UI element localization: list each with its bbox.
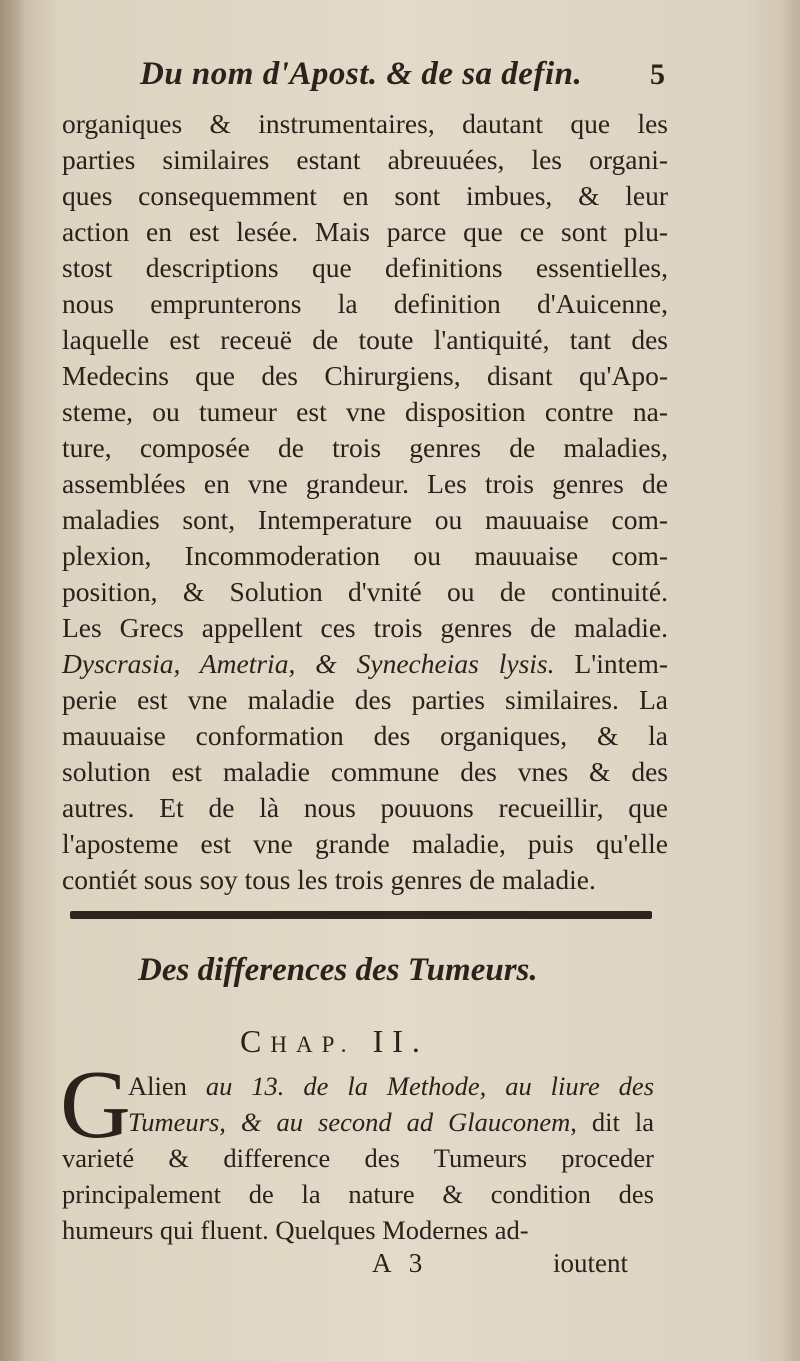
text-line	[62, 430, 668, 466]
section-divider-rule	[70, 911, 652, 919]
text-run: ques consequemment en sont imbues, & leur	[62, 180, 668, 211]
text-line	[62, 142, 668, 178]
text-run: position, & Solution d'vnité ou de continuité.	[62, 576, 668, 607]
text-line	[62, 1068, 654, 1104]
section-title: Des differences des Tumeurs.	[138, 952, 538, 988]
text-run: , dit la	[570, 1107, 654, 1137]
text-run: plexion, Incommoderation ou mauuaise com-	[62, 540, 668, 571]
text-run: ture, composée de trois genres de maladies,	[62, 432, 668, 463]
drop-cap: G	[60, 1051, 131, 1159]
text-run: solution est maladie commune des vnes & des	[62, 756, 668, 787]
text-run: mauuaise conformation des organiques, & la	[62, 720, 668, 751]
text-run: assemblées en vne grandeur. Les trois genres de	[62, 468, 668, 499]
text-run: l'aposteme est vne grande maladie, puis qu'elle	[62, 828, 668, 859]
text-line	[62, 718, 668, 754]
text-line	[62, 682, 668, 718]
text-line	[62, 214, 668, 250]
chapter-number: II.	[372, 1023, 429, 1059]
text-run: stost descriptions que definitions essentielles,	[62, 252, 668, 283]
text-run: L'intem-	[554, 648, 668, 679]
text-line	[62, 1140, 654, 1176]
signature-mark: A 3	[372, 1248, 429, 1278]
page-number: 5	[650, 58, 665, 91]
italic-text: Dyscrasia, Ametria, & Synecheias lysis.	[62, 648, 555, 679]
text-line	[62, 1212, 654, 1248]
text-line	[62, 466, 668, 502]
italic-text: Tumeurs, & au second ad Glauconem	[128, 1107, 571, 1137]
text-line	[62, 754, 668, 790]
text-line	[62, 826, 668, 862]
text-run: organiques & instrumentaires, dautant que les	[62, 108, 668, 139]
text-run: humeurs qui fluent. Quelques Modernes ad-	[62, 1215, 529, 1245]
text-run: maladies sont, Intemperature ou mauuaise com-	[62, 504, 668, 535]
text-line	[62, 646, 668, 682]
text-line	[62, 250, 668, 286]
text-run: laquelle est receuë de toute l'antiquité, tant des	[62, 324, 668, 355]
chapter-label-rest: HAP.	[270, 1032, 356, 1057]
paragraph-definition	[62, 106, 668, 898]
text-line	[62, 538, 668, 574]
chapter-label-initial: C	[240, 1023, 271, 1059]
chapter-heading	[240, 1023, 429, 1060]
text-line	[62, 322, 668, 358]
text-line	[62, 394, 668, 430]
text-line	[62, 1104, 654, 1140]
text-line	[62, 286, 668, 322]
gutter-shadow	[0, 0, 26, 1361]
text-run: Medecins que des Chirurgiens, disant qu'Apo-	[62, 360, 668, 391]
text-line	[62, 610, 668, 646]
text-run: nous emprunterons la definition d'Auicenne,	[62, 288, 668, 319]
text-run: principalement de la nature & condition des	[62, 1179, 654, 1209]
text-line	[62, 178, 668, 214]
text-line	[62, 1176, 654, 1212]
text-line	[62, 358, 668, 394]
page-edge-shadow	[780, 0, 800, 1361]
text-run: steme, ou tumeur est vne disposition contre na-	[62, 396, 668, 427]
text-run: perie est vne maladie des parties similaires. La	[62, 684, 668, 715]
text-run: contiét sous soy tous les trois genres de maladie.	[62, 864, 596, 895]
text-line	[62, 862, 668, 898]
italic-text: au 13. de la Methode, au liure des	[205, 1071, 655, 1101]
running-title: Du nom d'Apost. & de sa defin.	[140, 56, 583, 92]
text-run: varieté & difference des Tumeurs proceder	[62, 1143, 654, 1173]
text-line	[62, 106, 668, 142]
text-line	[62, 574, 668, 610]
text-line	[62, 790, 668, 826]
text-run: action en est lesée. Mais parce que ce sont plu-	[62, 216, 668, 247]
paragraph-differences	[62, 1068, 654, 1248]
text-run: parties similaires estant abreuuées, les organi-	[62, 144, 668, 175]
text-run: Les Grecs appellent ces trois genres de maladie.	[62, 612, 668, 643]
catchword: ioutent	[553, 1248, 628, 1278]
running-head	[140, 56, 665, 106]
text-run: Alien	[128, 1071, 206, 1101]
text-run: autres. Et de là nous pouuons recueillir, que	[62, 792, 668, 823]
text-line	[62, 502, 668, 538]
